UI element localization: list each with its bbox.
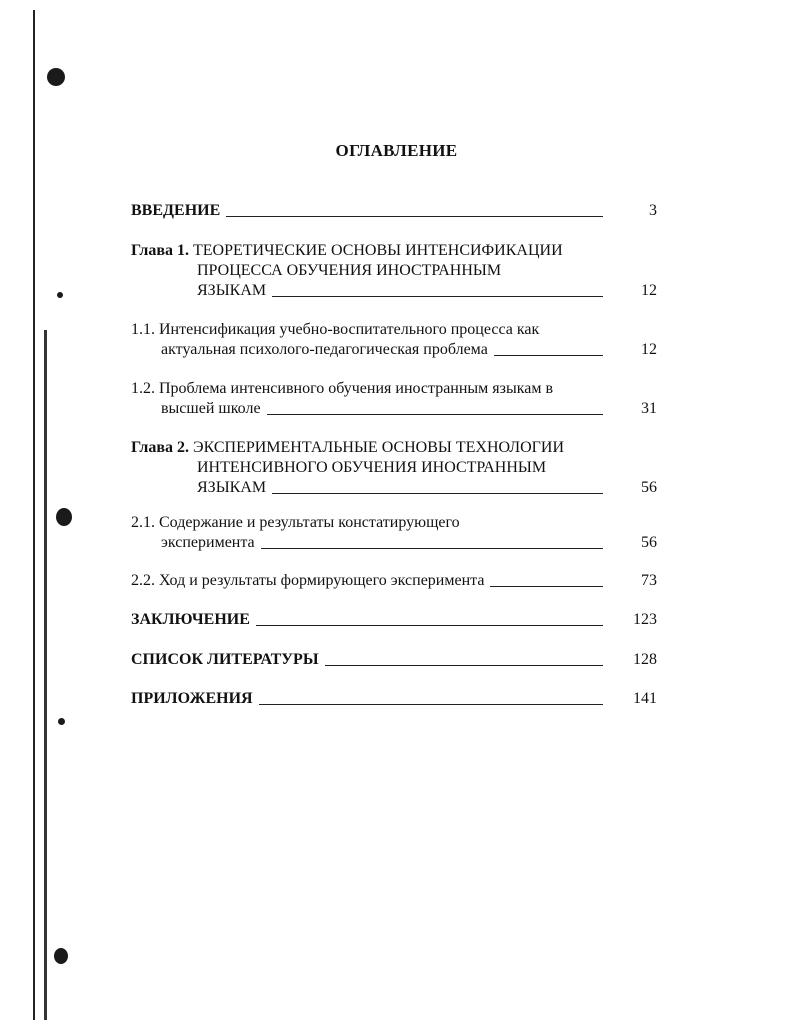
chapter-prefix: Глава 1.: [131, 242, 189, 259]
chapter-title-line: ЯЗЫКАМ: [197, 479, 267, 496]
chapter-title-line: ИНТЕНСИВНОГО ОБУЧЕНИЯ ИНОСТРАННЫМ: [197, 459, 547, 476]
section-title-line: 2.2. Ход и результаты формирующего эксперимента: [131, 572, 485, 589]
toc-label: ПРИЛОЖЕНИЯ: [131, 690, 253, 707]
page-number: 31: [641, 400, 657, 417]
leader-line: [261, 547, 603, 549]
chapter-title-line: ЯЗЫКАМ: [197, 282, 267, 299]
toc-entry-references: [131, 650, 657, 670]
leader-line: [325, 664, 603, 666]
page-number: 56: [641, 479, 657, 496]
section-title-line: эксперимента: [161, 534, 255, 551]
toc-entry-conclusion: [131, 610, 657, 630]
section-title-line: актуальная психолого-педагогическая проблема: [161, 341, 488, 358]
page-number: 123: [633, 611, 657, 628]
toc-entry-section-1-2: [131, 379, 657, 419]
page-number: 141: [633, 690, 657, 707]
punch-hole-mark: [57, 292, 63, 298]
leader-line: [272, 492, 603, 494]
binding-shadow-line: [44, 330, 47, 1020]
leader-line: [272, 295, 603, 297]
toc-label: СПИСОК ЛИТЕРАТУРЫ: [131, 651, 319, 668]
leader-line: [494, 354, 603, 356]
punch-hole-mark: [54, 948, 68, 964]
section-title-line: 1.1. Интенсификация учебно-воспитательного процесса как: [131, 321, 540, 338]
toc-entry-chapter-2: [131, 438, 657, 498]
section-title-line: высшей школе: [161, 400, 261, 417]
toc-entry-intro: [131, 201, 657, 221]
toc-label: ВВЕДЕНИЕ: [131, 202, 221, 219]
leader-line: [256, 624, 603, 626]
page-number: 3: [649, 202, 657, 219]
toc-entry-section-2-1: [131, 513, 657, 553]
section-title-line: 2.1. Содержание и результаты констатирующего: [131, 514, 460, 531]
chapter-prefix: Глава 2.: [131, 439, 189, 456]
toc-entry-section-1-1: [131, 320, 657, 360]
toc-entry-chapter-1: [131, 241, 657, 301]
page-number: 56: [641, 534, 657, 551]
leader-line: [267, 413, 603, 415]
toc-label: ЗАКЛЮЧЕНИЕ: [131, 611, 250, 628]
section-title-line: 1.2. Проблема интенсивного обучения иностранным языкам в: [131, 380, 554, 397]
toc-entry-appendix: [131, 689, 657, 709]
punch-hole-mark: [58, 718, 65, 725]
leader-line: [259, 703, 603, 705]
page-number: 73: [641, 572, 657, 589]
toc-entry-section-2-2: [131, 571, 657, 591]
punch-hole-mark: [47, 68, 65, 86]
page-number: 12: [641, 282, 657, 299]
punch-hole-mark: [56, 508, 72, 526]
leader-line: [490, 585, 603, 587]
chapter-title-line: ТЕОРЕТИЧЕСКИЕ ОСНОВЫ ИНТЕНСИФИКАЦИИ: [193, 242, 563, 259]
leader-line: [226, 215, 603, 217]
binding-edge-line: [33, 10, 35, 1020]
page-number: 12: [641, 341, 657, 358]
chapter-title-line: ЭКСПЕРИМЕНТАЛЬНЫЕ ОСНОВЫ ТЕХНОЛОГИИ: [193, 439, 565, 456]
page-number: 128: [633, 651, 657, 668]
toc-title: ОГЛАВЛЕНИЕ: [335, 141, 458, 160]
chapter-title-line: ПРОЦЕССА ОБУЧЕНИЯ ИНОСТРАННЫМ: [197, 262, 502, 279]
